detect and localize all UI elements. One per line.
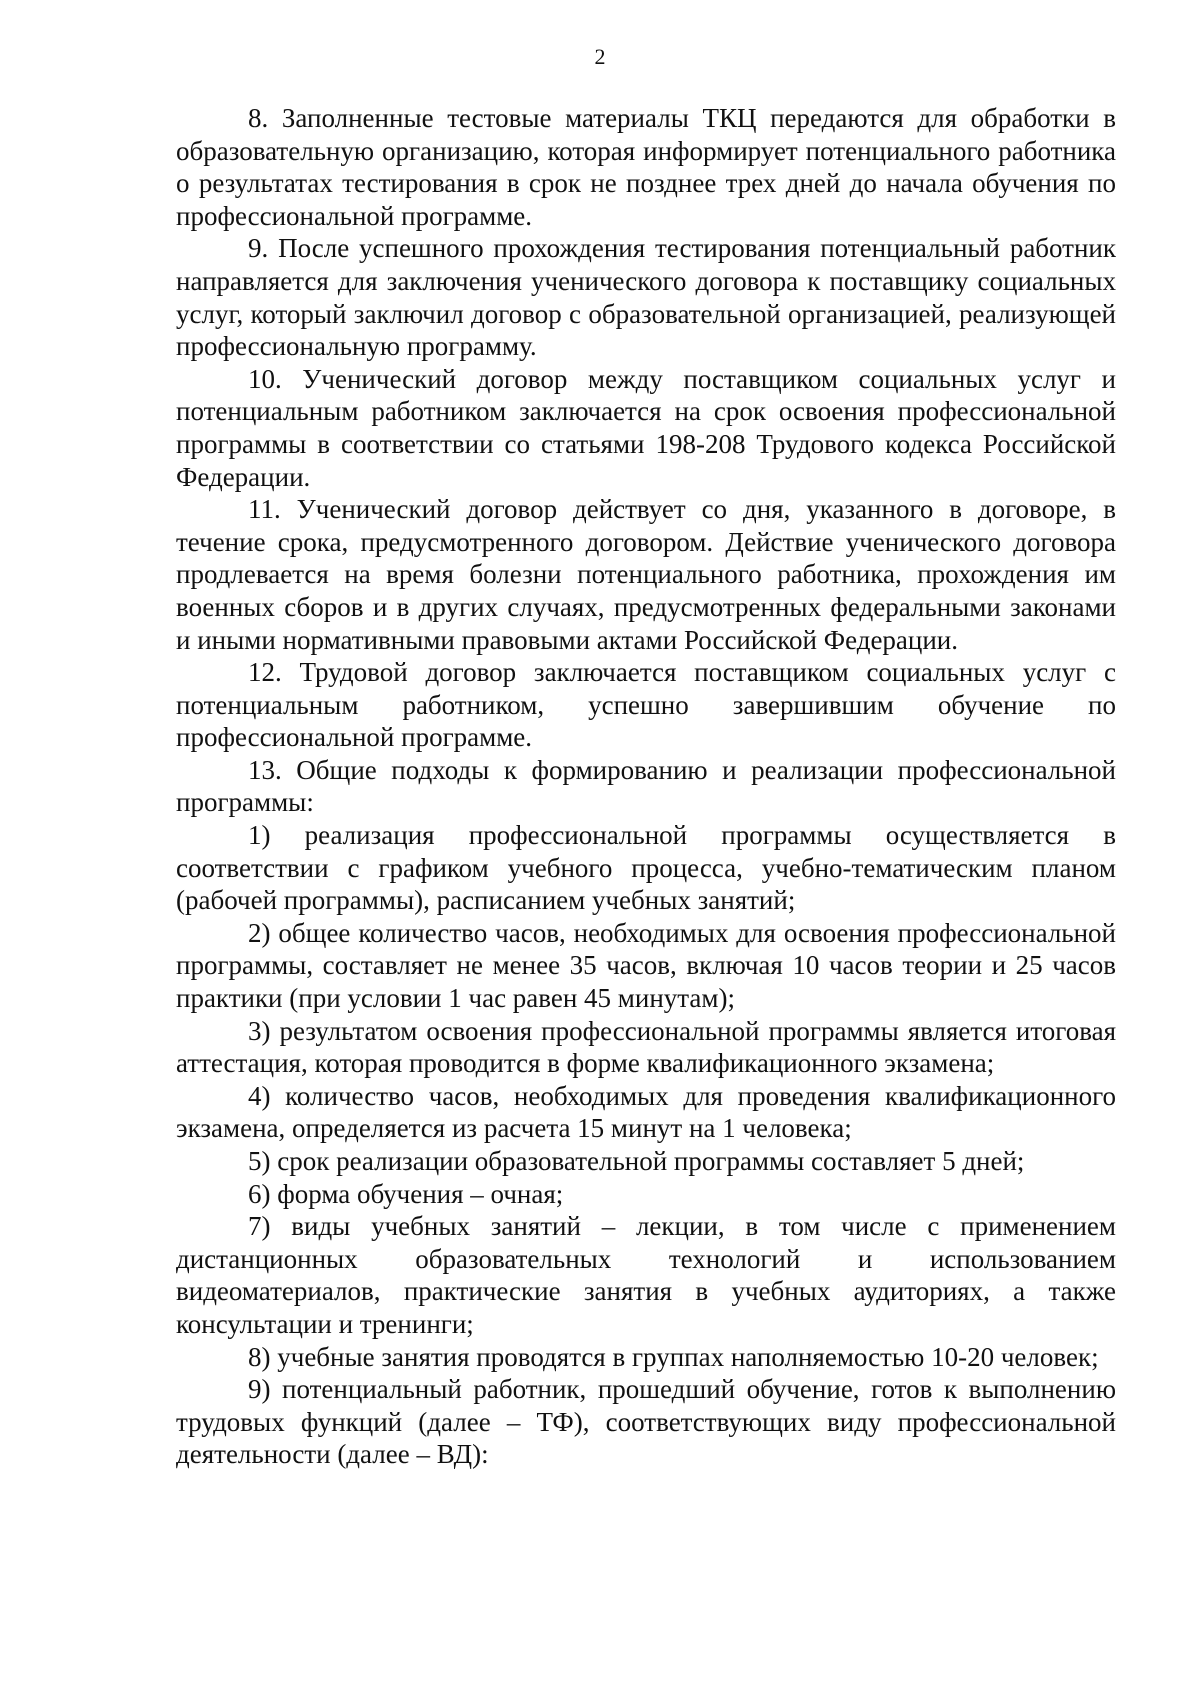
list-item-1: 1) реализация профессиональной программы осуществляется в соответствии с графиком учебного процесса, учебно-тематическим планом (рабочей программы), расписанием учебных занятий;: [176, 820, 1116, 916]
list-item-6: 6) форма обучения – очная;: [248, 1178, 564, 1209]
list-item-4: 4) количество часов, необходимых для проведения квалификационного экзамена, определяется из расчета 15 минут на 1 человека;: [176, 1080, 1116, 1144]
paragraph-13: 13. Общие подходы к формированию и реализации профессиональной программы:: [176, 754, 1116, 818]
paragraph-10: 10. Ученический договор между поставщиком социальных услуг и потенциальным работником заключается на срок освоения профессиональной программы в соответствии со статьями 198-208 Трудового кодекса Российской Федерации.: [176, 363, 1116, 492]
page-number: 2: [594, 44, 606, 69]
document-body: [176, 102, 1116, 1471]
list-item-9: 9) потенциальный работник, прошедший обучение, готов к выполнению трудовых функций (далее – ТФ), соответствующих виду профессиональной деятельности (далее – ВД):: [176, 1374, 1116, 1470]
list-item-8: 8) учебные занятия проводятся в группах наполняемостью 10-20 человек;: [248, 1341, 1099, 1372]
list-item-7: 7) виды учебных занятий – лекции, в том числе с применением дистанционных образовательных технологий и использованием видеоматериалов, практические занятия в учебных аудиториях, а также консультации и тренинги;: [176, 1211, 1116, 1339]
list-item-5: 5) срок реализации образовательной программы составляет 5 дней;: [248, 1146, 1025, 1176]
list-item-2: 2) общее количество часов, необходимых для освоения профессиональной программы, составляет не менее 35 часов, включая 10 часов теории и 25 часов практики (при условии 1 час равен 45 минутам);: [176, 917, 1116, 1014]
paragraph-9: 9. После успешного прохождения тестирования потенциальный работник направляется для заключения ученического договора к поставщику социальных услуг, который заключил договор с образовательной организацией, реализующей профессиональную программу.: [176, 233, 1116, 362]
paragraph-12: 12. Трудовой договор заключается поставщиком социальных услуг с потенциальным работником, успешно завершившим обучение по профессиональной программе.: [176, 657, 1116, 753]
paragraph-11: 11. Ученический договор действует со дня, указанного в договоре, в течение срока, предусмотренного договором. Действие ученического договора продлевается на время болезни потенциального работника, прохождения им военных сборов и в других случаях, предусмотренных федеральными законами и иными нормативными правовыми актами Российской Федерации.: [176, 494, 1116, 655]
list-item-3: 3) результатом освоения профессиональной программы является итоговая аттестация, которая проводится в форме квалификационного экзамена;: [176, 1015, 1116, 1079]
paragraph-8: 8. Заполненные тестовые материалы ТКЦ передаются для обработки в образовательную организацию, которая информирует потенциального работника о результатах тестирования в срок не позднее трех дней до начала обучения по профессиональной программе.: [176, 103, 1116, 231]
